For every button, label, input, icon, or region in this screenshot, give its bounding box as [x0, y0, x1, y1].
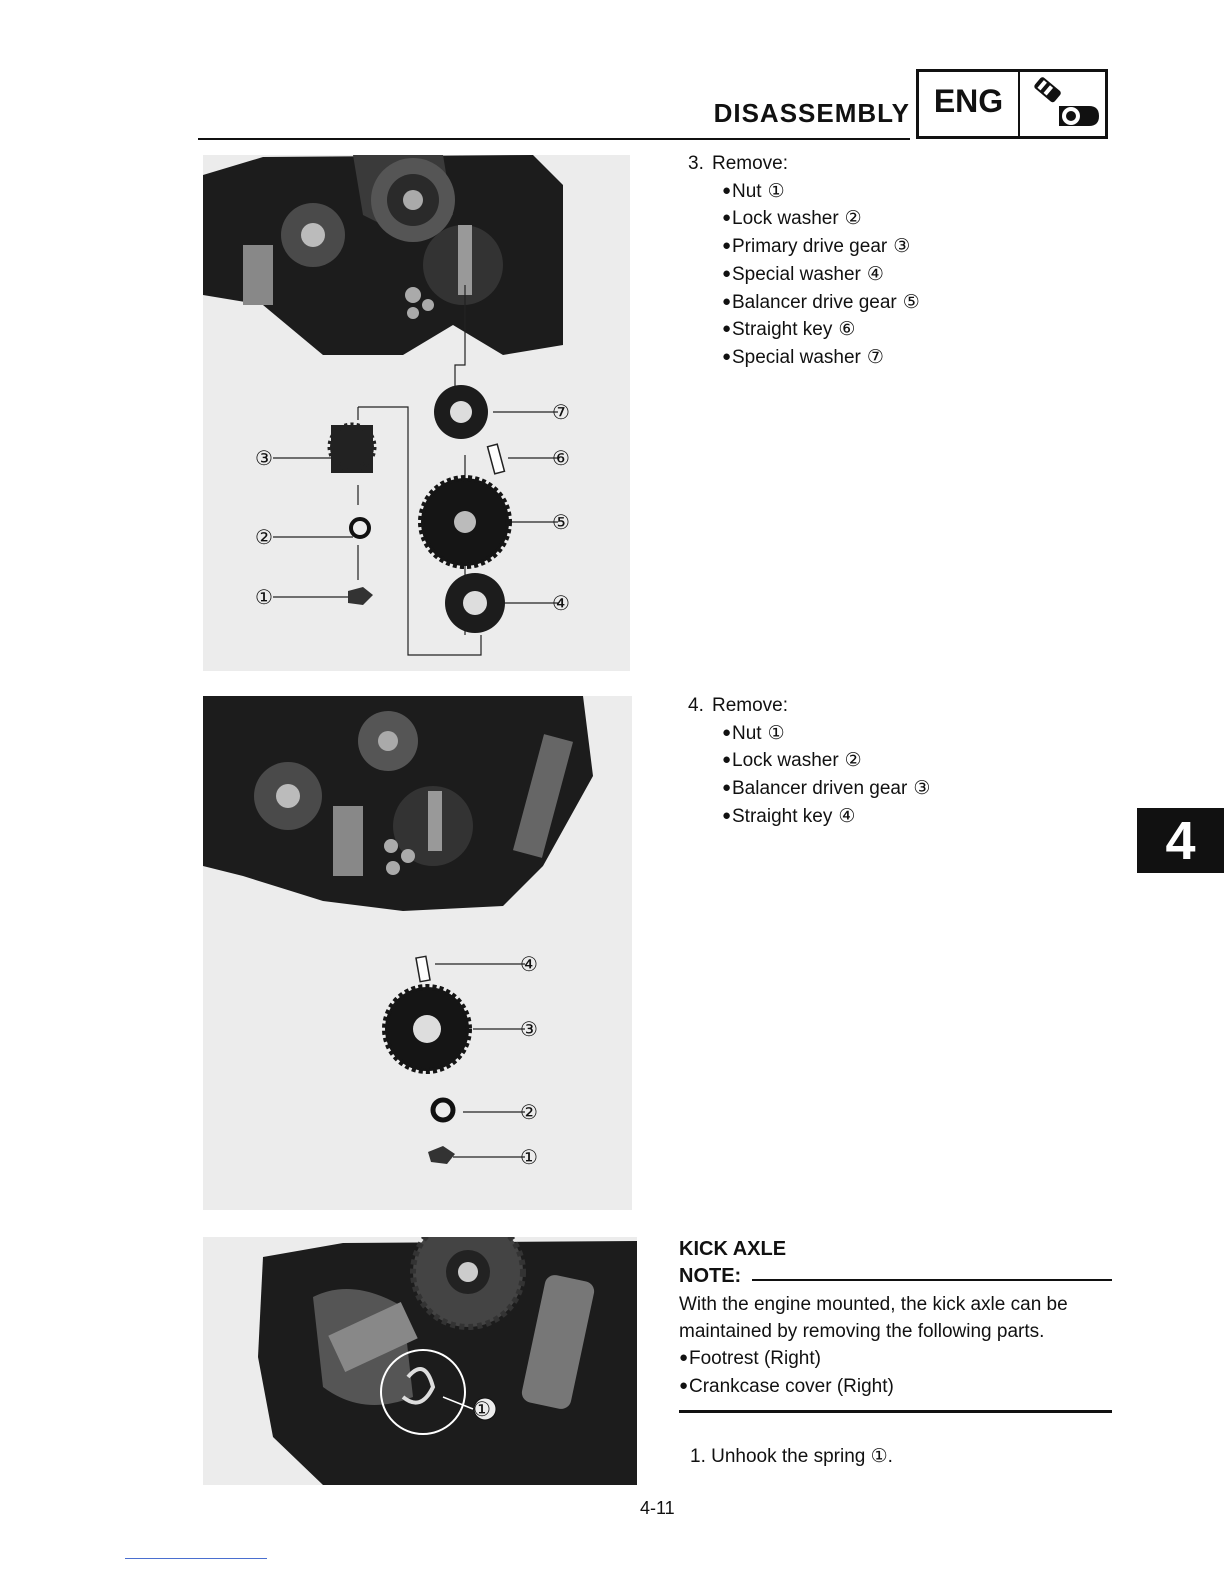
step-4	[688, 693, 930, 831]
primary-drive-gear-3	[330, 425, 374, 473]
list-item: ●Nut ①	[722, 721, 785, 744]
balancer-driven-gear-3	[385, 987, 469, 1071]
special-washer-4	[445, 573, 505, 633]
list-item: ●Balancer drive gear ⑤	[722, 290, 920, 313]
note-label: NOTE:	[679, 1265, 742, 1287]
list-item: ●Straight key ④	[722, 804, 856, 827]
callout-1: ①	[520, 1145, 538, 1169]
list-item: ●Nut ①	[722, 179, 785, 202]
callout-4: ④	[520, 952, 538, 976]
parts-list	[688, 178, 920, 372]
callout-5: ⑤	[552, 510, 570, 534]
note-body	[679, 1292, 1119, 1401]
list-item: ●Special washer ⑦	[722, 345, 884, 368]
note-end-rule	[679, 1410, 1112, 1413]
note-rule	[752, 1279, 1112, 1281]
page-title: DISASSEMBLY	[713, 98, 910, 128]
balancer-drive-gear-5	[421, 478, 509, 566]
callout-3: ③	[520, 1017, 538, 1041]
callout-1: ①	[255, 585, 273, 609]
callout-2: ②	[520, 1100, 538, 1124]
step-action: Remove:	[712, 153, 789, 174]
step-1-text: 1. Unhook the spring ①.	[690, 1446, 893, 1467]
callout-6: ⑥	[552, 446, 570, 470]
list-item: ●Crankcase cover (Right)	[679, 1376, 894, 1398]
callout-2: ②	[255, 525, 273, 549]
callout-4: ④	[552, 591, 570, 615]
callout-3: ③	[255, 446, 273, 470]
note-text: With the engine mounted, the kick axle can be	[679, 1294, 1068, 1315]
chapter-tab: 4	[1137, 808, 1224, 873]
figure-primary-drive-gear-exploded	[203, 155, 630, 671]
list-item: ●Lock washer ②	[722, 207, 862, 230]
figure-balancer-driven-gear-exploded	[203, 696, 632, 1210]
step-action: Remove:	[712, 695, 789, 716]
footer-rule	[125, 1558, 267, 1559]
engine-wrench-icon	[1020, 72, 1105, 136]
page-number: 4-11	[640, 1498, 675, 1518]
step-3	[688, 151, 920, 372]
section-badge-label: ENG	[919, 72, 1020, 136]
figure-kick-axle-spring	[203, 1237, 637, 1485]
special-washer-7	[434, 385, 488, 439]
list-item: ●Straight key ⑥	[722, 318, 856, 341]
list-item: ●Footrest (Right)	[679, 1348, 821, 1370]
section-badge	[916, 69, 1108, 139]
callout-7: ⑦	[552, 400, 570, 424]
step-number: 4.	[688, 695, 704, 716]
list-item: ●Special washer ④	[722, 262, 884, 285]
header-rule	[198, 138, 910, 140]
list-item: ●Primary drive gear ③	[722, 235, 911, 258]
step-number: 3.	[688, 153, 704, 174]
note-text: maintained by removing the following parts.	[679, 1320, 1045, 1342]
parts-list	[688, 720, 930, 831]
list-item: ●Lock washer ②	[722, 749, 862, 772]
list-item: ●Balancer driven gear ③	[722, 777, 931, 800]
callout-1: ①	[473, 1397, 491, 1421]
section-title: KICK AXLE	[679, 1238, 787, 1260]
